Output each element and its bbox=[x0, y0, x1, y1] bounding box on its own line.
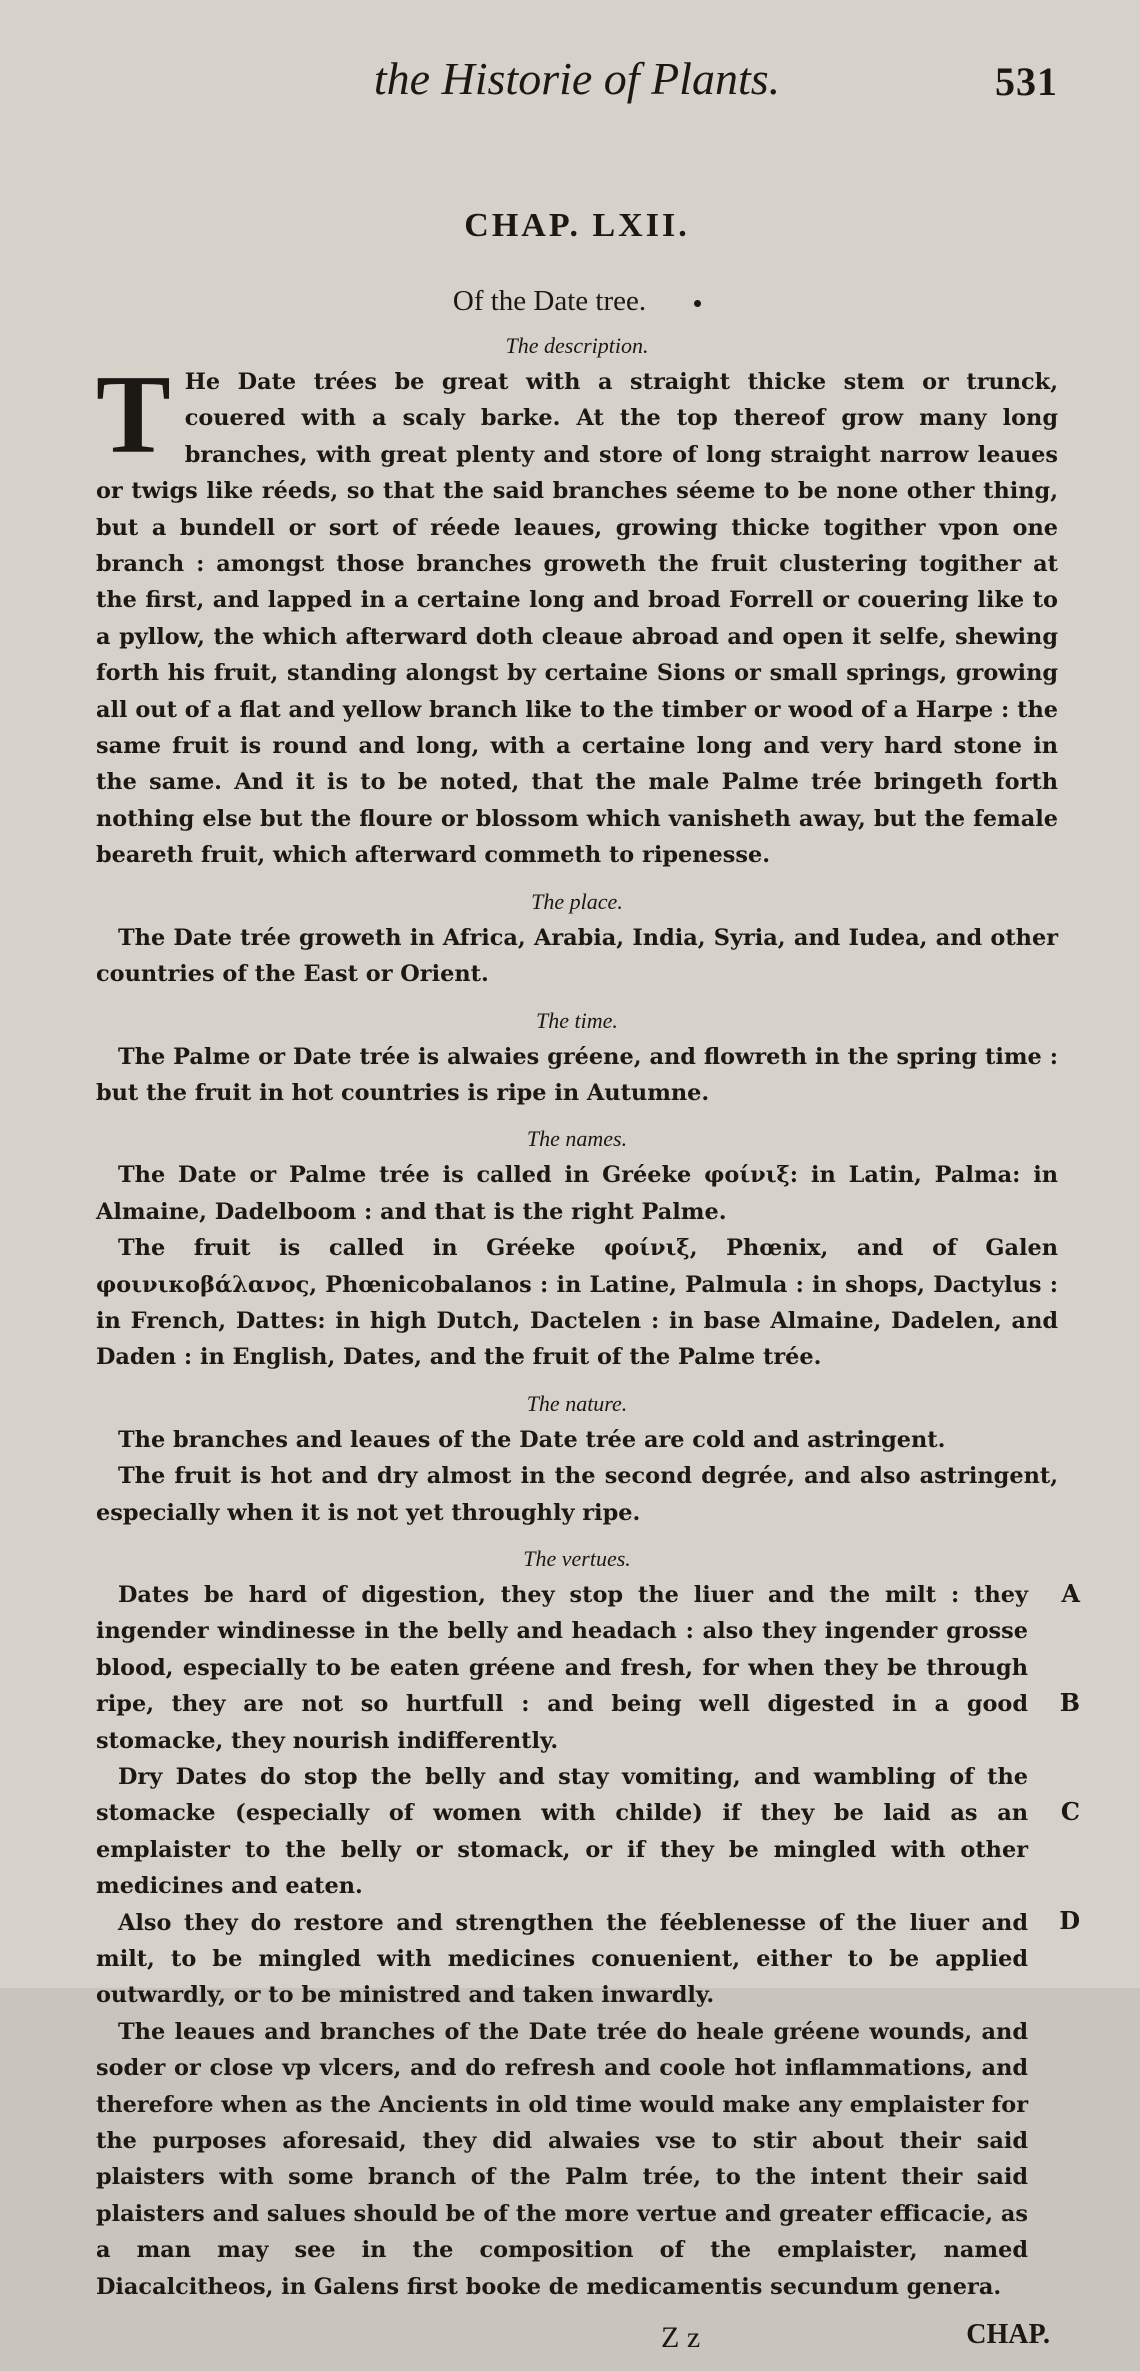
page-number: 531 bbox=[995, 59, 1058, 104]
heading-nature: The nature. bbox=[526, 1390, 628, 1416]
margin-letter-d: D bbox=[1059, 1905, 1080, 1935]
description-text: He Date trées be great with a straight thicke stem or trunck, couered with a scaly barke. At the top thereof grow many long branches, with great plenty and store of long straight narrow leaues or twigs like réeds, so that the said branches séeme to be none other thing, but a bundell or sort of réede leaues, growing thicke togither vpon one branch : amongst those branches groweth the fruit clustering togither at the first, and lapped in a certaine long and broad Forrell or couering like to a pyllow, the which afterward doth cleaue abroad and open it selfe, shewing forth his fruit, standing alongst by certaine Sions or small springs, growing all out of a flat and yellow branch like to the timber or wood of a Harpe : the same fruit is round and long, with a certaine long and very hard stone in the same. And it is to be noted, that the male Palme trée bringeth forth nothing else but the floure or blossom which vanisheth away, but the female beareth fruit, which afterward commeth to ripenesse. bbox=[96, 369, 1058, 869]
vertues-paragraph-1: Dates be hard of digestion, they stop the liuer and the milt : they ingender windinesse in the belly and headach : also they ingender grosse blood, especially to be eaten gréene and fresh, for when they be through ripe, they are not so hurtfull : and being well digested in a good stomacke, they nourish indifferently. bbox=[96, 1581, 1028, 1754]
heading-vertues: The vertues. bbox=[523, 1545, 631, 1571]
page-header bbox=[96, 52, 1058, 130]
drop-cap: T bbox=[96, 353, 171, 477]
chapter-number: CHAP. LXII. bbox=[464, 207, 690, 244]
vertues-paragraph-2: Dry Dates do stop the belly and stay vomiting, and wambling of the stomacke (especially of women with childe) if they be laid as an emplaister to the belly or stomack, or if they be mingled with other medicines and eaten. bbox=[96, 1764, 1028, 1900]
margin-letter-b: B bbox=[1059, 1687, 1080, 1717]
nature-paragraph-2: The fruit is hot and dry almost in the second degrée, and also astringent, especially when it is not yet throughly ripe. bbox=[96, 1463, 1058, 1526]
margin-letter-a: A bbox=[1061, 1578, 1080, 1608]
vertues-paragraph-4: The leaues and branches of the Date trée do heale gréene wounds, and soder or close vp vlcers, and do refresh and coole hot inflammations, and therefore when as the Ancients in old time would make any emplaister for the purposes aforesaid, they did alwaies vse to stir about their said plaisters with some branch of the Palm trée, to the intent their said plaisters and salues should be of the more vertue and greater efficacie, as a man may see in the composition of the emplaister, named Diacalcitheos, in Galens first booke de medicamentis secundum genera. bbox=[96, 2018, 1028, 2300]
catchword: CHAP. bbox=[966, 2319, 1050, 2351]
description-paragraph bbox=[96, 353, 1058, 874]
place-paragraph: The Date trée groweth in Africa, Arabia, India, Syria, and Iudea, and other countries of the East or Orient. bbox=[96, 924, 1058, 988]
heading-place: The place. bbox=[531, 888, 623, 914]
chapter-title-text: Of the Date tree. bbox=[452, 285, 647, 317]
running-head: the Historie of Plants. bbox=[373, 53, 781, 104]
heading-description: The description. bbox=[505, 333, 649, 358]
margin-letter-c: C bbox=[1060, 1796, 1080, 1826]
chapter-title bbox=[96, 284, 1058, 318]
nature-paragraph-1: The branches and leaues of the Date trée are cold and astringent. bbox=[118, 1426, 946, 1453]
signature-mark: Z z bbox=[661, 2321, 701, 2355]
vertues-block bbox=[96, 1577, 1080, 2305]
heading-time: The time. bbox=[536, 1007, 618, 1033]
page-footer bbox=[96, 2311, 1058, 2371]
vertues-paragraph-3: Also they do restore and strengthen the féeblenesse of the liuer and milt, to be mingled with medicines conuenient, either to be applied outwardly, or to be ministred and taken inwardly. bbox=[96, 1909, 1028, 2009]
names-paragraph-1: The Date or Palme trée is called in Gréeke φοίνιξ: in Latin, Palma: in Almaine, Dadelboom : and that is the right Palme. bbox=[96, 1162, 1058, 1225]
names-paragraph-2: The fruit is called in Gréeke φοίνιξ, Phœnix, and of Galen φοινικοβάλανος, Phœnicobalanos : in Latine, Palmula : in shops, Dactylus : in French, Dattes: in high Dutch, Dactelen : in base Almaine, Dadelen, and Daden : in English, Dates, and the fruit of the Palme trée. bbox=[96, 1235, 1058, 1371]
time-paragraph: The Palme or Date trée is alwaies gréene, and flowreth in the spring time : but the fruit in hot countries is ripe in Autumne. bbox=[96, 1043, 1058, 1106]
ink-dot bbox=[694, 300, 701, 307]
heading-names: The names. bbox=[526, 1126, 628, 1152]
